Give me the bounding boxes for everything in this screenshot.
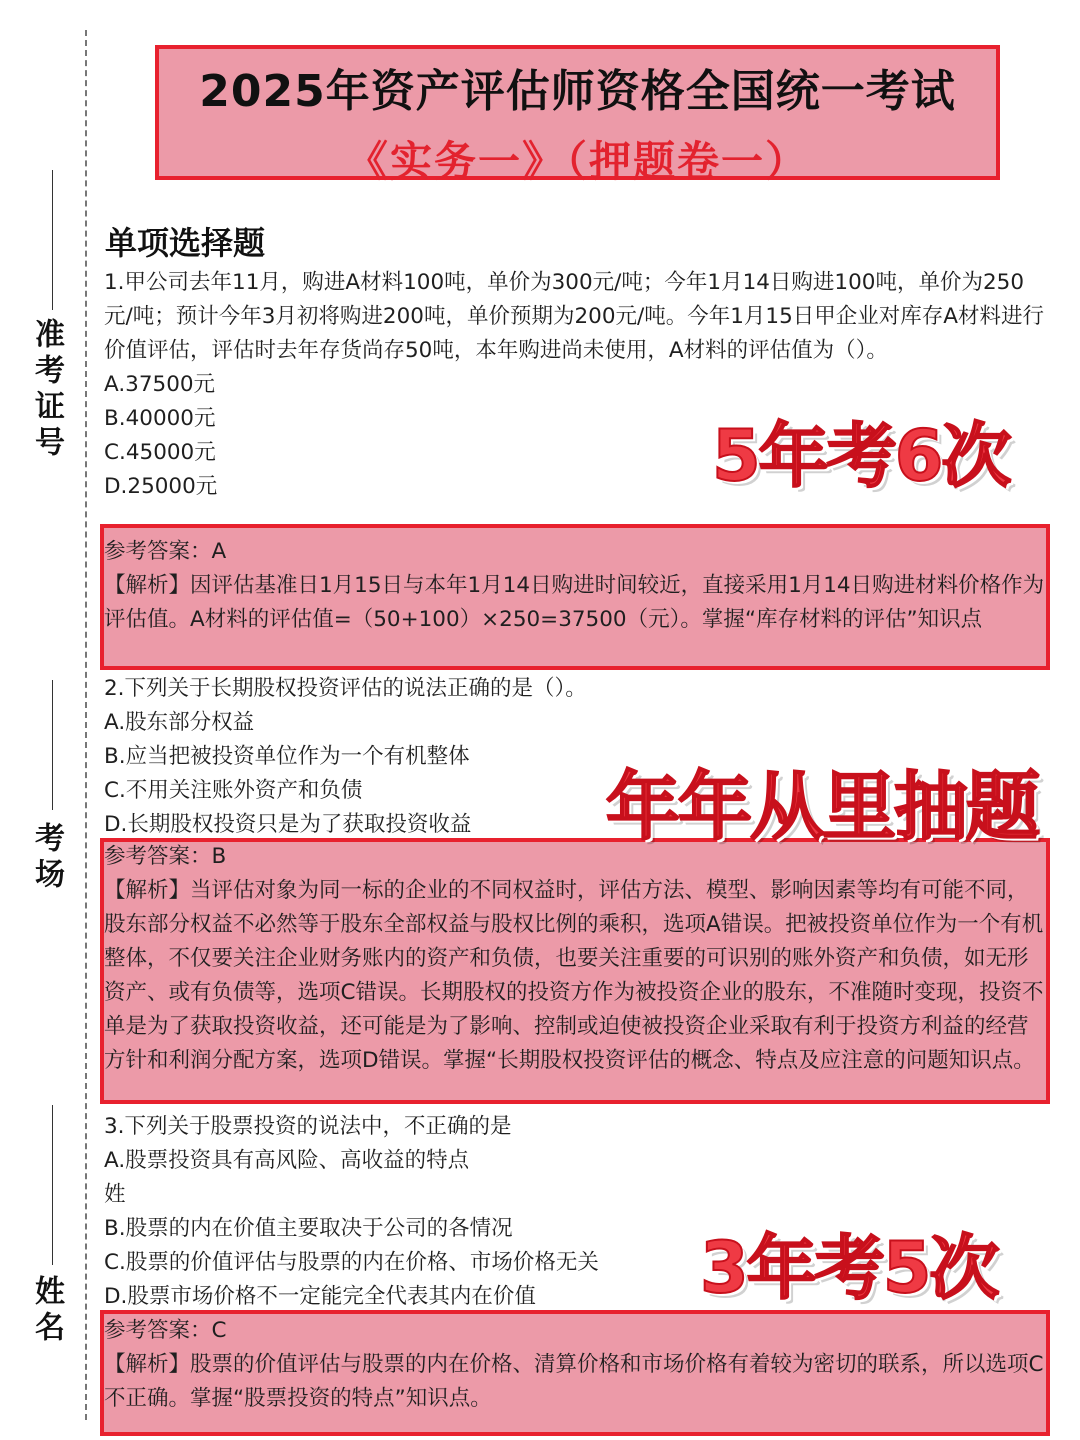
section-heading: 单项选择题 [105,224,266,262]
option-a: A.37500元 [104,372,216,397]
question-stem: 2.下列关于长期股权投资评估的说法正确的是（）。 [104,676,587,701]
answer-key: 参考答案：C [104,1318,227,1343]
binding-dashed-line [85,30,87,1420]
exam-room-label: 考场 [29,822,64,894]
stamp-frequency-2: 3年考5次 [700,1227,998,1309]
answer-block-1 [104,535,1049,637]
analysis-text: 【解析】当评估对象为同一标的企业的不同权益时，评估方法、模型、影响因素等均有可能不同，股东部分权益不必然等于股东全部权益与股权比例的乘积，选项A错误。把被投资单位作为一个有机整体，不仅要关注企业财务账内的资产和负债，也要关注重要的可识别的账外资产和负债，如无形资产、或有负债等，选项C错误。长期股权的投资方作为被投资企业的股东，不准随时变现，投资不单是为了获取投资收益，还可能是为了影响、控制或迫使被投资企业采取有利于投资方利益的经营方针和利润分配方案，选项D错误。掌握“长期股权投资评估的概念、特点及应注意的问题知识点。 [104,878,1044,1073]
option-b: B.股票的内在价值主要取决于公司的各情况 [104,1216,513,1241]
exam-title: 2025年资产评估师资格全国统一考试 [199,66,956,117]
option-d: D.25000元 [104,474,218,499]
answer-key: 参考答案：B [104,844,227,869]
exam-room-blank [52,680,53,810]
option-a: A.股东部分权益 [104,710,255,735]
option-a: A.股票投资具有高风险、高收益的特点 [104,1148,470,1173]
title-banner [155,45,1000,186]
option-d: D.长期股权投资只是为了获取投资收益 [104,812,472,837]
analysis-text: 【解析】股票的价值评估与股票的内在价格、清算价格和市场价格有着较为密切的联系，所以选项C不正确。掌握“股票投资的特点”知识点。 [104,1352,1044,1411]
paper-subtitle: 《实务一》（押题卷一） [345,137,809,186]
option-b: B.应当把被投资单位作为一个有机整体 [104,744,470,769]
question-stem: 1.甲公司去年11月，购进A材料100吨，单价为300元/吨；今年1月14日购进100吨，单价为250元/吨；预计今年3月初将购进200吨，单价预期为200元/吨。今年1月15日甲企业对库存A材料进行价值评估，评估时去年存货尚存50吨，本年购进尚未使用，A材料的评估值为（）。 [104,270,1044,363]
answer-key: 参考答案：A [104,539,227,564]
stamp-frequency-1: 5年考6次 [712,415,1010,497]
option-c: C.45000元 [104,440,216,465]
question-stem: 3.下列关于股票投资的说法中，不正确的是 [104,1114,512,1139]
option-b: B.40000元 [104,406,216,431]
answer-block-2 [104,840,1049,1078]
analysis-text: 【解析】因评估基准日1月15日与本年1月14日购进时间较近，直接采用1月14日购进材料价格作为评估值。A材料的评估值=（50+100）×250=37500（元）。掌握“库存材料的评估”知识点 [104,573,1045,632]
option-d: D.股票市场价格不一定能完全代表其内在价值 [104,1284,536,1309]
admission-number-blank [52,170,53,310]
name-blank [52,1105,53,1265]
stamp-every-year: 年年从里抽题 [606,764,1038,850]
option-c: C.股票的价值评估与股票的内在价格、市场价格无关 [104,1250,599,1275]
name-label: 姓名 [29,1275,64,1347]
admission-number-label: 准考证号 [29,318,64,462]
answer-block-3 [104,1314,1049,1416]
stray-text: 姓 [104,1182,126,1207]
option-c: C.不用关注账外资产和负债 [104,778,363,803]
